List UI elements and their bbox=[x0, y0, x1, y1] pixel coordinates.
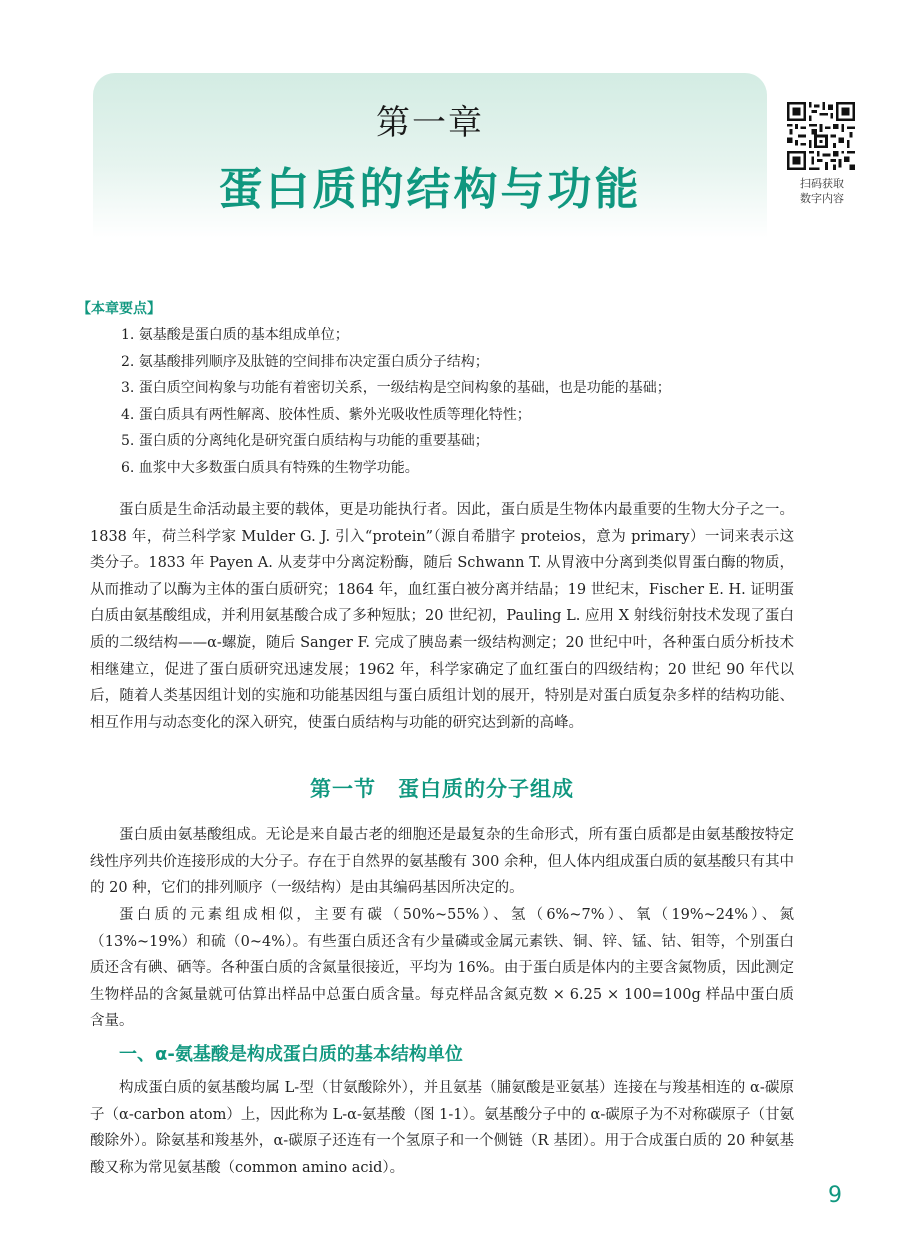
intro-paragraph: 蛋白质是生命活动最主要的载体，更是功能执行者。因此，蛋白质是生物体内最重要的生物大分子之一。1838 年，荷兰科学家 Mulder G. J. 引入“protein”（源自希腊字 proteios，意为 primary）一词来表示这类分子。1833 年 Payen A. 从麦芽中分离淀粉酶，随后 Schwann T. 从胃液中分离到类似胃蛋白酶的物质，从而推动了以酶为主体的蛋白质研究；1864 年，血红蛋白被分离并结晶；19 世纪末，Fischer E. H. 证明蛋白质由氨基酸组成，并利用氨基酸合成了多种短肽；20 世纪初，Pauling L. 应用 X 射线衍射技术发现了蛋白质的二级结构——α-螺旋，随后 Sanger F. 完成了胰岛素一级结构测定；20 世纪中叶，各种蛋白质分析技术相继建立，促进了蛋白质研究迅速发展；1962 年，科学家确定了血红蛋白的四级结构；20 世纪 90 年代以后，随着人类基因组计划的实施和功能基因组与蛋白质组计划的展开，特别是对蛋白质复杂多样的结构功能、相互作用与动态变化的深入研究，使蛋白质结构与功能的研究达到新的高峰。 bbox=[90, 502, 794, 731]
key-points-list bbox=[77, 322, 777, 481]
section-heading: 第一节 蛋白质的分子组成 bbox=[310, 777, 574, 801]
subsection-paragraph: 构成蛋白质的氨基酸均属 L-型（甘氨酸除外），并且氨基（脯氨酸是亚氨基）连接在与羧基相连的 α-碳原子（α-carbon atom）上，因此称为 L-α-氨基酸（图 1-1）。氨基酸分子中的 α-碳原子为不对称碳原子（甘氨酸除外）。除氨基和羧基外，α-碳原子还连有一个氢原子和一个侧链（R 基团）。用于合成蛋白质的 20 种氨基酸又称为常见氨基酸（common amino acid）。 bbox=[90, 1080, 794, 1176]
key-points-heading: 【本章要点】 bbox=[77, 301, 161, 317]
key-point-item: 6. 血浆中大多数蛋白质具有特殊的生物学功能。 bbox=[121, 459, 419, 476]
key-point-item: 1. 氨基酸是蛋白质的基本组成单位； bbox=[121, 327, 349, 343]
subsection-heading: 一、α-氨基酸是构成蛋白质的基本结构单位 bbox=[119, 1044, 463, 1065]
chapter-number: 第一章 bbox=[376, 103, 484, 143]
key-point-item: 3. 蛋白质空间构象与功能有着密切关系，一级结构是空间构象的基础，也是功能的基础； bbox=[121, 380, 671, 396]
section-paragraph: 蛋白质的元素组成相似，主要有碳（50%~55%）、氢（6%~7%）、氧（19%~24%）、氮（13%~19%）和硫（0~4%）。有些蛋白质还含有少量磷或金属元素铁、铜、锌、锰、钴、钼等，个别蛋白质还含有碘、硒等。各种蛋白质的含氮量很接近，平均为 16%。由于蛋白质是体内的主要含氮物质，因此测定生物样品的含氮量就可估算出样品中总蛋白质含量。每克样品含氮克数 × 6.25 × 100=100g 样品中蛋白质含量。 bbox=[90, 907, 794, 1030]
key-points bbox=[77, 298, 777, 481]
qr-caption-line1: 扫码获取 bbox=[800, 177, 844, 190]
key-point-item: 4. 蛋白质具有两性解离、胶体性质、紫外光吸收性质等理化特性； bbox=[121, 406, 531, 423]
qr-block[interactable] bbox=[787, 102, 857, 206]
key-point-item: 2. 氨基酸排列顺序及肽链的空间排布决定蛋白质分子结构； bbox=[121, 353, 489, 370]
qr-code-icon[interactable] bbox=[787, 102, 855, 170]
qr-caption bbox=[787, 176, 857, 206]
qr-caption-line2: 数字内容 bbox=[800, 192, 844, 205]
key-point-item: 5. 蛋白质的分离纯化是研究蛋白质结构与功能的重要基础； bbox=[121, 433, 489, 449]
section-paragraph: 蛋白质由氨基酸组成。无论是来自最古老的细胞还是最复杂的生命形式，所有蛋白质都是由氨基酸按特定线性序列共价连接形成的大分子。存在于自然界的氨基酸有 300 余种，但人体内组成蛋白质的氨基酸只有其中的 20 种，它们的排列顺序（一级结构）是由其编码基因所决定的。 bbox=[90, 827, 794, 897]
page-number: 9 bbox=[828, 1183, 842, 1208]
chapter-title: 蛋白质的结构与功能 bbox=[218, 164, 642, 215]
